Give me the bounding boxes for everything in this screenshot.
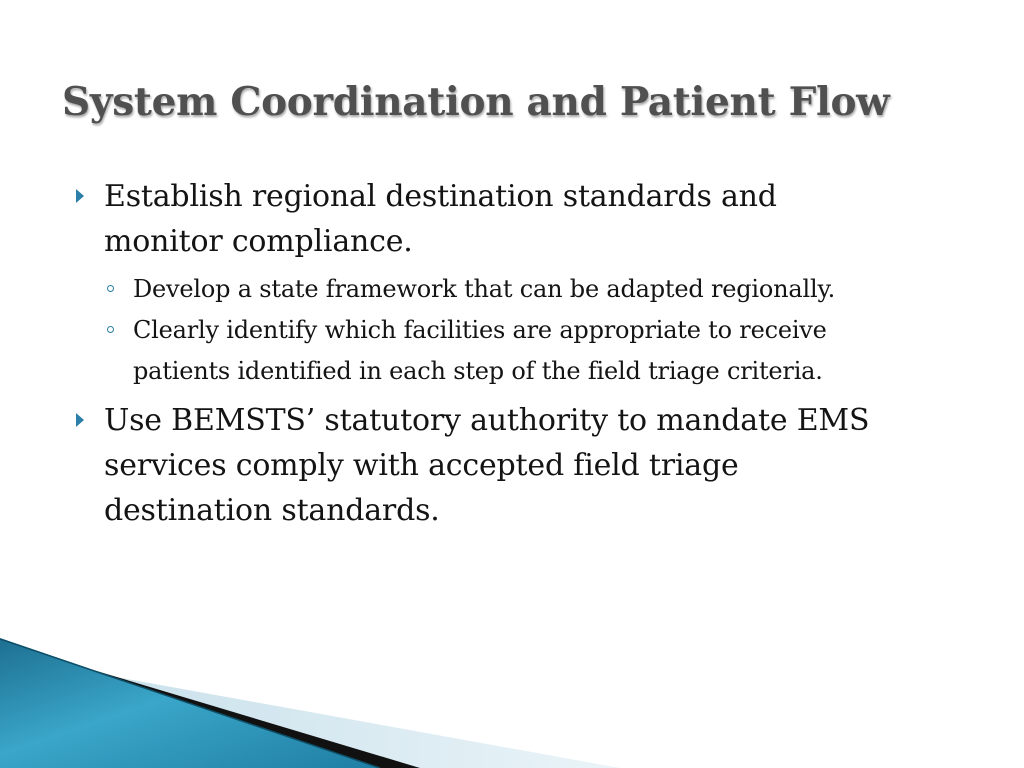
slide-title: System Coordination and Patient Flow [62, 79, 890, 125]
bullet-text-line: services comply with accepted field triage [104, 448, 739, 483]
bullet-text [104, 398, 976, 533]
sub-bullet-text [133, 310, 976, 392]
bullet-text-line: destination standards. [104, 493, 440, 528]
bullet-item [76, 398, 976, 533]
bullet-item [76, 174, 976, 392]
sub-bullet-list [104, 269, 976, 392]
sub-bullet-text: Develop a state framework that can be adapted regionally. [133, 275, 836, 303]
slide-content [76, 174, 976, 533]
hollow-circle-icon [107, 285, 114, 292]
bullet-text [104, 174, 976, 264]
bullet-text-line: Establish regional destination standards and [104, 179, 777, 214]
sub-bullet-item [104, 269, 976, 310]
bullet-text-line: Use BEMSTS’ statutory authority to mandate EMS [104, 403, 870, 438]
sub-bullet-text-line: patients identified in each step of the field triage criteria. [133, 357, 823, 385]
triangle-right-icon [76, 189, 84, 203]
triangle-right-icon [76, 413, 84, 427]
bullet-text-line: monitor compliance. [104, 224, 413, 259]
hollow-circle-icon [107, 326, 114, 333]
sub-bullet-text-line: Clearly identify which facilities are appropriate to receive [133, 316, 827, 344]
sub-bullet-item [104, 310, 976, 392]
decorative-corner-graphic [0, 638, 1024, 768]
